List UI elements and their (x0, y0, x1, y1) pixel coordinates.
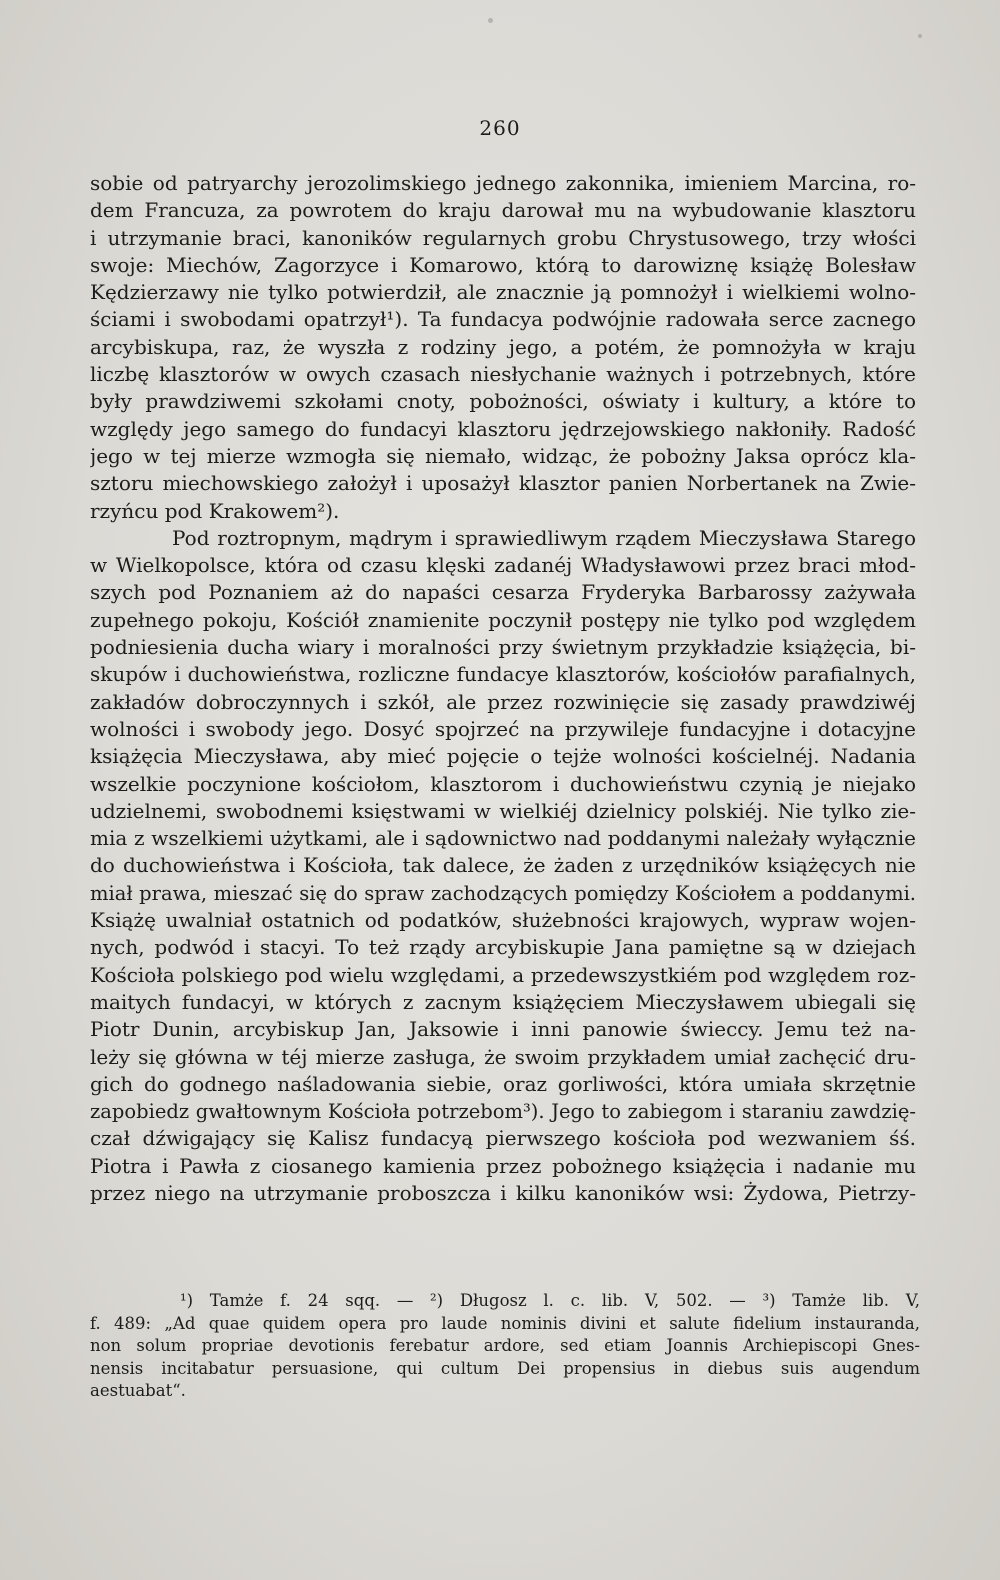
text-line: rzyńcu pod Krakowem²). (90, 498, 340, 523)
page-number: 260 (479, 116, 521, 140)
footnote-line: nensis incitabatur persuasione, qui cultum Dei propensius in diebus suis augendum (90, 1358, 920, 1378)
main-text (90, 170, 916, 1207)
text-line: w Wielkopolsce, która od czasu klęski zadanéj Władysławowi przez braci młod- (90, 553, 916, 578)
text-line: udzielnemi, swobodnemi księstwami w wielkiéj dzielnicy polskiéj. Nie tylko zie- (90, 798, 916, 823)
text-line: miał prawa, mieszać się do spraw zachodzących pomiędzy Kościołem a poddanymi. (90, 881, 916, 905)
text-line: podniesienia ducha wiary i moralności przy świetnym przykładzie książęcia, bi- (90, 635, 916, 660)
text-line: Książę uwalniał ostatnich od podatków, służebności krajowych, wypraw wojen- (90, 908, 916, 933)
text-line: Piotr Dunin, arcybiskup Jan, Jaksowie i inni panowie świeccy. Jemu też na- (90, 1017, 916, 1042)
text-line: czał dźwigający się Kalisz fundacyą pierwszego kościoła pod wezwaniem śś. (90, 1126, 916, 1151)
text-line: sztoru miechowskiego założył i uposażył klasztor panien Norbertanek na Zwie- (90, 471, 916, 496)
text-line: wolności i swobody jego. Dosyć spojrzeć na przywileje fundacyjne i dotacyjne (90, 716, 916, 741)
text-line: nych, podwód i stacyi. To też rządy arcybiskupie Jana pamiętne są w dziejach (90, 935, 916, 960)
text-line: Piotra i Pawła z ciosanego kamienia przez pobożnego książęcia i nadanie mu (90, 1153, 916, 1178)
text-line: arcybiskupa, raz, że wyszła z rodziny jego, a potém, że pomnożyła w kraju (90, 334, 916, 359)
text-line: dem Francuza, za powrotem do kraju darował mu na wybudowanie klasztoru (90, 198, 916, 223)
paper-spot (488, 18, 493, 23)
text-line: Pod roztropnym, mądrym i sprawiedliwym rządem Mieczysława Starego (172, 525, 916, 550)
paper-spot (918, 34, 922, 38)
text-line: gich do godnego naśladowania siebie, oraz gorliwości, która umiała skrzętnie (90, 1071, 916, 1096)
text-line: Kościoła polskiego pod wielu względami, a przedewszystkiém pod względem roz- (90, 962, 916, 987)
text-line: względy jego samego do fundacyi klasztoru jędrzejowskiego nakłoniły. Radość (90, 416, 916, 441)
text-line: sobie od patryarchy jerozolimskiego jednego zakonnika, imieniem Marcina, ro- (90, 171, 916, 195)
text-line: mia z wszelkiemi użytkami, ale i sądownictwo nad poddanymi należały wyłącznie (90, 826, 916, 851)
text-line: do duchowieństwa i Kościoła, tak dalece, że żaden z urzędników książęcych nie (90, 853, 916, 878)
text-line: zakładów dobroczynnych i szkół, ale przez rozwinięcie się zasady prawdziwéj (90, 689, 916, 714)
text-line: ściami i swobodami opatrzył¹). Ta fundacya podwójnie radowała serce zacnego (90, 307, 916, 332)
text-line: zupełnego pokoju, Kościół znamienite poczynił postępy nie tylko pod względem (90, 607, 916, 632)
text-line: maitych fundacyi, w których z zacnym książęciem Mieczysławem ubiegali się (90, 989, 916, 1014)
text-line: skupów i duchowieństwa, rozliczne fundacye klasztorów, kościołów parafialnych, (90, 662, 916, 687)
text-line: jego w tej mierze wzmogła się niemało, widząc, że pobożny Jaksa oprócz kla- (90, 443, 916, 468)
footnote-line: ¹) Tamże f. 24 sqq. — ²) Długosz l. c. lib. V, 502. — ³) Tamże lib. V, (180, 1291, 920, 1310)
text-line: Kędzierzawy nie tylko potwierdził, ale znacznie ją pomnożył i wielkiemi wolno- (90, 280, 916, 305)
footnote-line: f. 489: „Ad quae quidem opera pro laude nominis divini et salute fidelium instauranda, (90, 1313, 920, 1333)
text-line: i utrzymanie braci, kanoników regularnych grobu Chrystusowego, trzy włości (90, 225, 916, 250)
text-line: zapobiedz gwałtownym Kościoła potrzebom³). Jego to zabiegom i staraniu zawdzię- (90, 1100, 916, 1124)
text-line: wszelkie poczynione kościołom, klasztorom i duchowieństwu czynią je niejako (90, 771, 916, 796)
text-line: przez niego na utrzymanie proboszcza i kilku kanoników wsi: Żydowa, Pietrzy- (90, 1180, 916, 1205)
footnote-line: aestuabat“. (90, 1381, 186, 1400)
footnotes (90, 1290, 920, 1403)
text-line: leży się główna w téj mierze zasługa, że swoim przykładem umiał zachęcić dru- (90, 1044, 916, 1069)
text-line: liczbę klasztorów w owych czasach niesłychanie ważnych i potrzebnych, które (90, 362, 916, 387)
text-line: swoje: Miechów, Zagorzyce i Komarowo, którą to darowiznę książę Bolesław (90, 252, 916, 277)
text-line: książęcia Mieczysława, aby mieć pojęcie o tejże wolności kościelnéj. Nadania (90, 744, 916, 769)
text-line: były prawdziwemi szkołami cnoty, pobożności, oświaty i kultury, a które to (90, 389, 916, 414)
text-line: szych pod Poznaniem aż do napaści cesarza Fryderyka Barbarossy zażywała (90, 580, 916, 605)
footnote-line: non solum propriae devotionis ferebatur ardore, sed etiam Joannis Archiepiscopi Gnes- (90, 1336, 920, 1355)
